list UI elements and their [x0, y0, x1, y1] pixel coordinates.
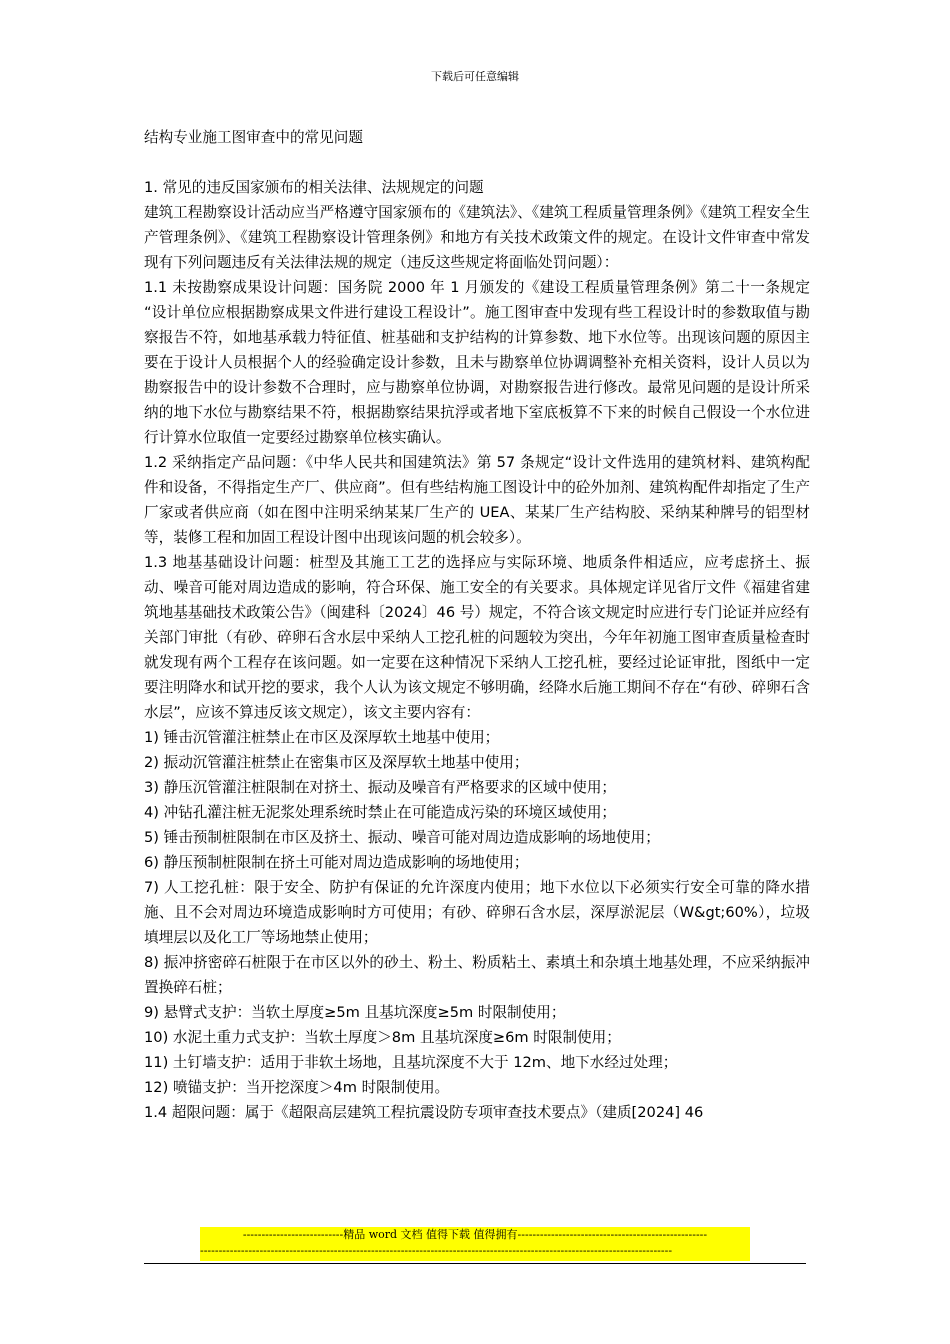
list-item: 5) 锤击预制桩限制在市区及挤土、振动、噪音可能对周边造成影响的场地使用； [144, 829, 660, 846]
list-item: 9) 悬臂式支护：当软土厚度≥5m 且基坑深度≥5m 时限制使用； [144, 1004, 566, 1021]
page-header: 下载后可任意编辑 [431, 70, 519, 83]
list-item: 10) 水泥土重力式支护：当软土厚度＞8m 且基坑深度≥6m 时限制使用； [144, 1029, 621, 1046]
footer-banner [200, 1227, 750, 1261]
list-item: 6) 静压预制桩限制在挤土可能对周边造成影响的场地使用； [144, 854, 529, 871]
list-item: 7) 人工挖孔桩：限于安全、防护有保证的允许深度内使用；地下水位以下必须实行安全可靠的降水措施、且不会对周边环境造成影响时方可使用；有砂、碎卵石含水层，深厚淤泥层（W&gt;60%），垃圾填埋层以及化工厂等场地禁止使用； [144, 879, 810, 946]
paragraph: 1.1 未按勘察成果设计问题：国务院 2000 年 1 月颁发的《建设工程质量管理条例》第二十一条规定 “设计单位应根据勘察成果文件进行建设工程设计”。施工图审查中发现有些工程设计时的参数取值与勘察报告不符，如地基承载力特征值、桩基础和支护结构的计算参数、地下水位等。出现该问题的原因主要在于设计人员根据个人的经验确定设计参数，且未与勘察单位协调调整补充相关资料，设计人员以为勘察报告中的设计参数不合理时，应与勘察单位协调，对勘察报告进行修改。最常见问题的是设计所采纳的地下水位与勘察结果不符，根据勘察结果抗浮或者地下室底板算不下来的时候自己假设一个水位进行计算水位取值一定要经过勘察单位核实确认。 [144, 279, 810, 446]
list-item: 11) 土钉墙支护：适用于非软土场地，且基坑深度不大于 12m、地下水经过处理； [144, 1054, 678, 1071]
list-item: 1) 锤击沉管灌注桩禁止在市区及深厚软土地基中使用； [144, 729, 500, 746]
footer-banner-line: ---------------------------精品 word 文档 值得下载 值得拥有--------------------------------------------------- [242, 1228, 708, 1241]
paragraph: 1.3 地基基础设计问题：桩型及其施工工艺的选择应与实际环境、地质条件相适应，应考虑挤土、振动、噪音可能对周边造成的影响，符合环保、施工安全的有关要求。具体规定详见省厅文件《福建省建筑地基基础技术政策公告》（闽建科〔2024〕46 号）规定，不符合该文规定时应进行专门论证并应经有关部门审批（有砂、碎卵石含水层中采纳人工挖孔桩的问题较为突出，今年年初施工图审查质量检查时就发现有两个工程存在该问题。如一定要在这种情况下采纳人工挖孔桩，要经过论证审批，图纸中一定要注明降水和试开挖的要求，我个人认为该文规定不够明确，经降水后施工期间不存在“有砂、碎卵石含水层”，应该不算违反该文规定），该文主要内容有： [144, 554, 810, 721]
document-body [144, 125, 810, 1125]
paragraph: 1.4 超限问题：属于《超限高层建筑工程抗震设防专项审查技术要点》（建质[2024] 46 [144, 1104, 704, 1121]
section-heading: 1. 常见的违反国家颁布的相关法律、法规规定的问题 [144, 179, 484, 196]
list-item: 2) 振动沉管灌注桩禁止在密集市区及深厚软土地基中使用； [144, 754, 529, 771]
paragraph: 建筑工程勘察设计活动应当严格遵守国家颁布的《建筑法》、《建筑工程质量管理条例》《建筑工程安全生产管理条例》、《建筑工程勘察设计管理条例》和地方有关技术政策文件的规定。在设计文件审查中常发现有下列问题违反有关法律法规的规定（违反这些规定将面临处罚问题）： [144, 204, 810, 271]
list-item: 3) 静压沉管灌注桩限制在对挤土、振动及噪音有严格要求的区域中使用； [144, 779, 617, 796]
footer-banner-line: ------------------------------------------------------------------------------------------------------------------------------- [200, 1244, 673, 1257]
list-item: 4) 冲钻孔灌注桩无泥浆处理系统时禁止在可能造成污染的环境区域使用； [144, 804, 617, 821]
document-title: 结构专业施工图审查中的常见问题 [144, 129, 363, 146]
list-item: 12) 喷锚支护：当开挖深度＞4m 时限制使用。 [144, 1079, 450, 1096]
footer-divider [144, 1263, 806, 1264]
paragraph: 1.2 采纳指定产品问题：《中华人民共和国建筑法》第 57 条规定“设计文件选用的建筑材料、建筑构配件和设备，不得指定生产厂、供应商”。但有些结构施工图设计中的砼外加剂、建筑构配件却指定了生产厂家或者供应商（如在图中注明采纳某某厂生产的 UEA、某某厂生产结构胶、采纳某种牌号的铝型材等，装修工程和加固工程设计图中出现该问题的机会较多）。 [144, 454, 810, 546]
list-item: 8) 振冲挤密碎石桩限于在市区以外的砂土、粉土、粉质粘土、素填土和杂填土地基处理，不应采纳振冲置换碎石桩； [144, 954, 810, 996]
